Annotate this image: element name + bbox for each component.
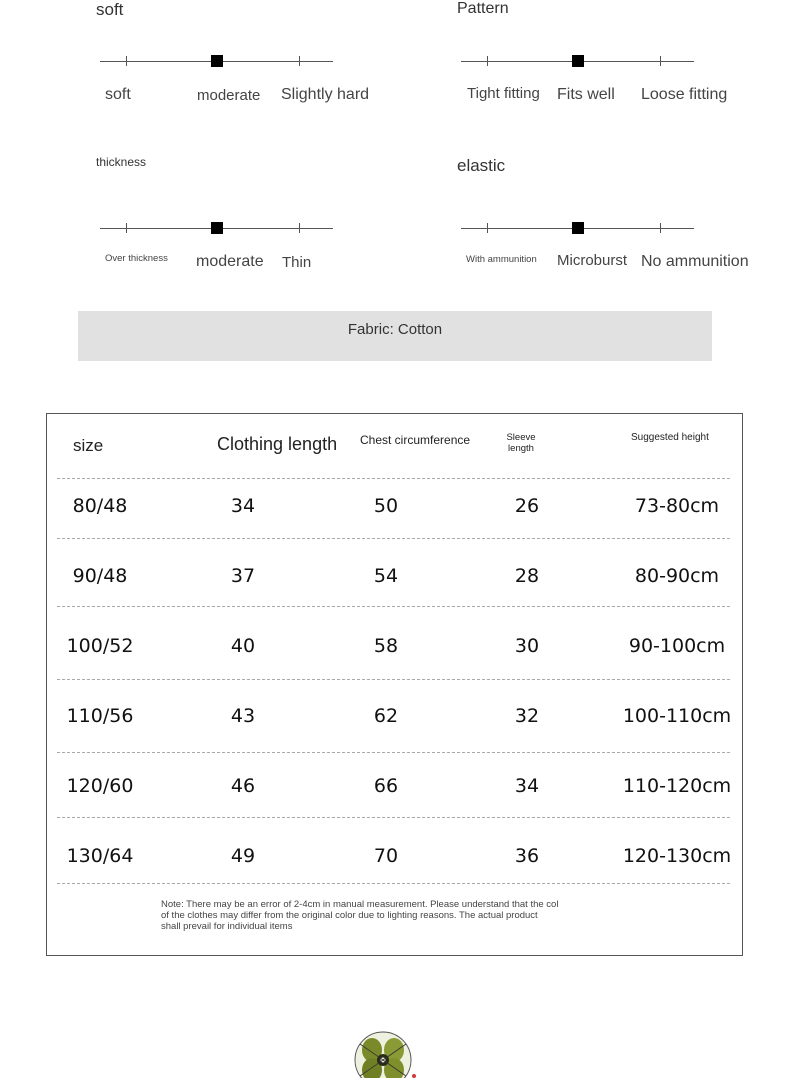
note-line: Note: There may be an error of 2-4cm in manual measurement. Please understand that the col xyxy=(161,899,559,910)
fabric-text: Fabric: Cotton xyxy=(347,321,443,338)
table-cell: 50 xyxy=(373,495,399,517)
scale-label: With ammunition xyxy=(466,254,537,265)
row-separator xyxy=(57,538,730,539)
scale-label: Microburst xyxy=(557,252,628,269)
table-cell: 100/52 xyxy=(66,635,134,657)
table-cell: 28 xyxy=(514,565,540,587)
table-cell: 130/64 xyxy=(66,845,134,867)
table-cell: 80/48 xyxy=(72,495,128,517)
row-separator xyxy=(57,606,730,607)
table-cell: 66 xyxy=(373,775,399,797)
note-line: of the clothes may differ from the original color due to lighting reasons. The actual product xyxy=(161,910,538,921)
scale-label: Tight fitting xyxy=(467,85,540,102)
table-cell: 120/60 xyxy=(66,775,134,797)
row-separator xyxy=(57,883,730,884)
row-separator xyxy=(57,817,730,818)
table-cell: 110/56 xyxy=(66,705,134,727)
scale-label: moderate xyxy=(197,87,261,104)
table-cell: 62 xyxy=(373,705,399,727)
header-chest-circumference: Chest circumference xyxy=(360,433,471,447)
table-cell: 54 xyxy=(373,565,399,587)
table-cell: 34 xyxy=(230,495,256,517)
scale-marker xyxy=(572,222,584,234)
table-cell: 37 xyxy=(230,565,256,587)
note-line: shall prevail for individual items xyxy=(161,921,293,932)
attribute-title: elastic xyxy=(457,156,506,175)
attribute-title: Pattern xyxy=(457,0,509,17)
scale-tick xyxy=(126,223,127,233)
row-separator xyxy=(57,752,730,753)
scale-tick xyxy=(487,56,488,66)
scale-marker xyxy=(211,222,223,234)
flower-logo-icon xyxy=(350,1030,420,1083)
scale-tick xyxy=(299,223,300,233)
header-suggested-height: Suggested height xyxy=(631,432,709,443)
table-cell: 90/48 xyxy=(72,565,128,587)
table-cell: 40 xyxy=(230,635,256,657)
fabric-banner xyxy=(78,311,712,361)
scale-tick xyxy=(660,223,661,233)
scale-label: Loose fitting xyxy=(641,86,728,103)
scale-label: Slightly hard xyxy=(281,86,370,103)
table-cell: 58 xyxy=(373,635,399,657)
scale-marker xyxy=(211,55,223,67)
table-cell: 110-120cm xyxy=(622,775,732,797)
row-separator xyxy=(57,478,730,479)
scale-marker xyxy=(572,55,584,67)
scale-label: moderate xyxy=(196,253,264,270)
table-cell: 100-110cm xyxy=(622,705,732,727)
scale-label: Fits well xyxy=(557,86,615,103)
table-cell: 90-100cm xyxy=(628,635,726,657)
size-table xyxy=(46,413,743,956)
table-cell: 120-130cm xyxy=(622,845,732,867)
table-cell: 49 xyxy=(230,845,256,867)
table-cell: 36 xyxy=(514,845,540,867)
scale-tick xyxy=(660,56,661,66)
scale-tick xyxy=(487,223,488,233)
scale-label: Thin xyxy=(282,254,312,271)
table-cell: 34 xyxy=(514,775,540,797)
header-size: size xyxy=(73,436,104,455)
scale-tick xyxy=(126,56,127,66)
attribute-title: soft xyxy=(96,0,124,19)
table-cell: 80-90cm xyxy=(634,565,720,587)
table-cell: 46 xyxy=(230,775,256,797)
measurement-note xyxy=(161,899,631,932)
table-cell: 32 xyxy=(514,705,540,727)
table-cell: 26 xyxy=(514,495,540,517)
attribute-title: thickness xyxy=(96,155,147,169)
scale-label: soft xyxy=(105,86,131,103)
table-cell: 43 xyxy=(230,705,256,727)
table-cell: 73-80cm xyxy=(634,495,720,517)
header-sleeve-length: Sleeve length xyxy=(506,432,536,454)
scale-label: No ammunition xyxy=(641,253,749,270)
scale-label: Over thickness xyxy=(105,253,168,264)
header-clothing-length: Clothing length xyxy=(217,434,338,454)
scale-tick xyxy=(299,56,300,66)
table-cell: 30 xyxy=(514,635,540,657)
row-separator xyxy=(57,679,730,680)
table-cell: 70 xyxy=(373,845,399,867)
